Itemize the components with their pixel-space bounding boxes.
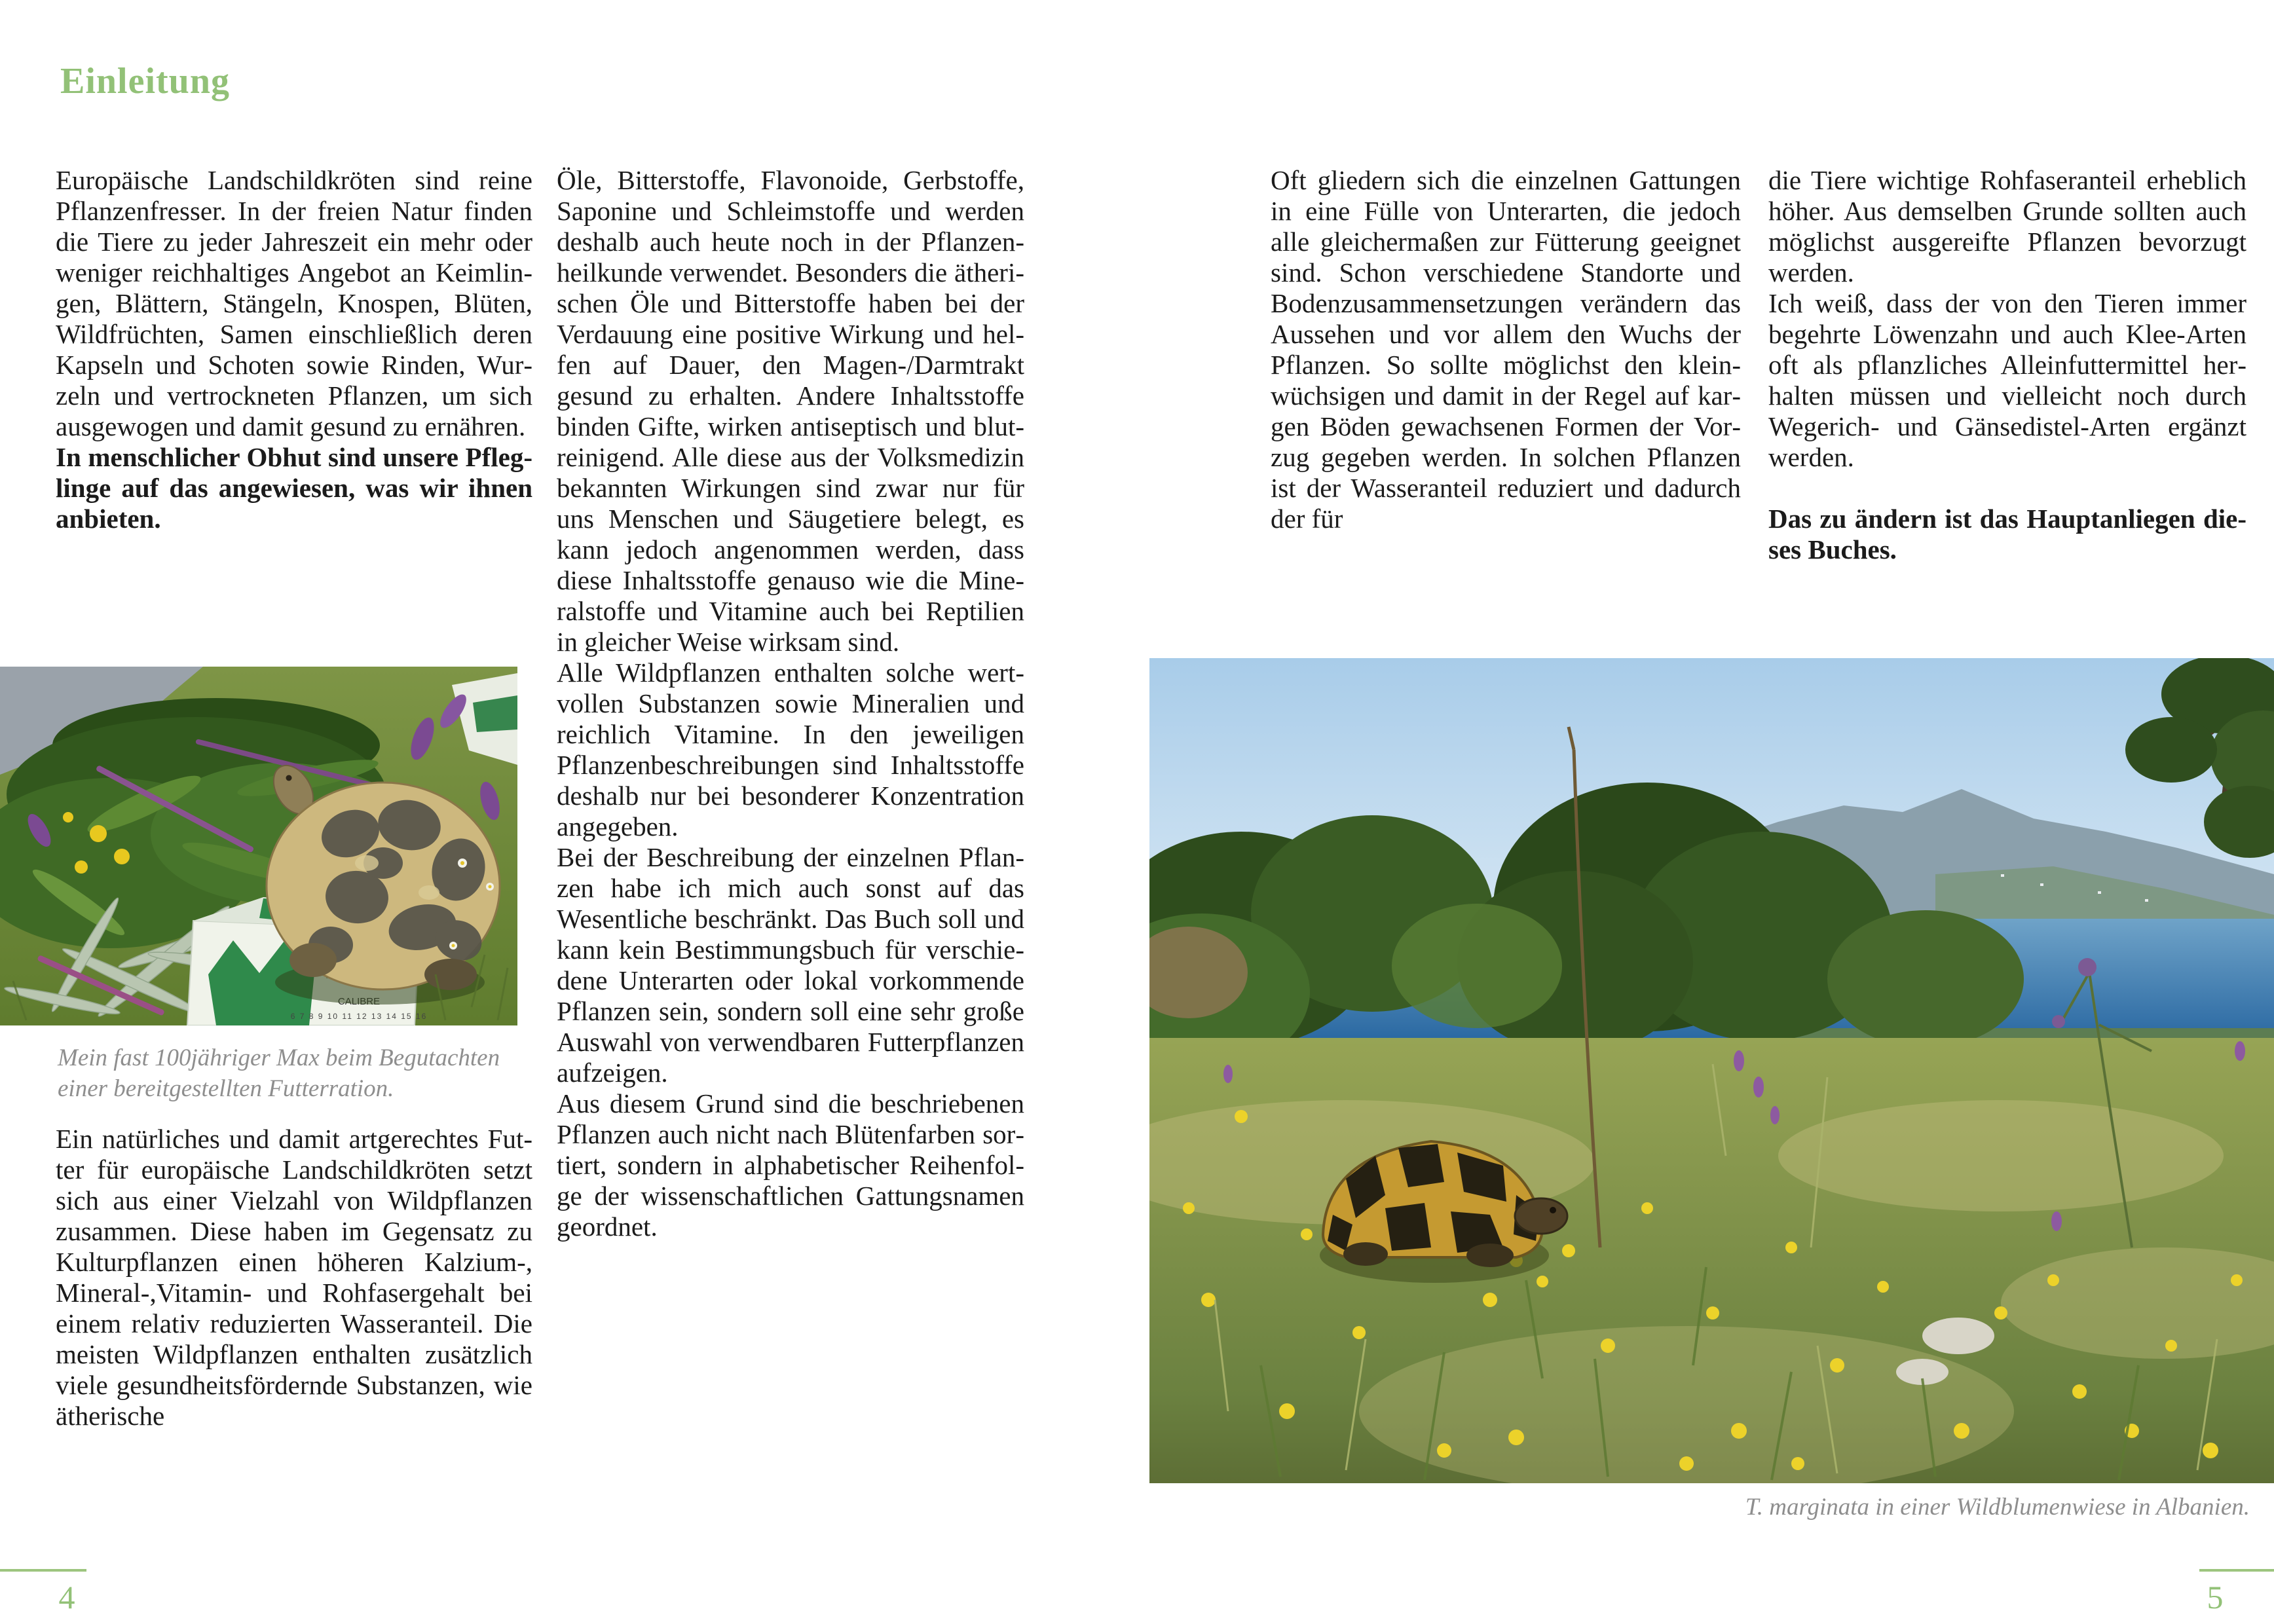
paragraph: Ich weiß, dass der von den Tieren immer begehrte Löwenzahn und auch Klee-Arten oft als pflanzliches Alleinfuttermittel herhalten müssen und vielleicht noch durch Wegerich- und Gänsedistel-Arten ergänzt werden. — [1768, 288, 2246, 472]
photo-caption-left: Mein fast 100jähriger Max beim Begutachten einer bereitgestellten Futterration. — [58, 1044, 500, 1102]
left-page-column-2 — [557, 165, 1024, 1242]
paragraph: Alle Wildpflanzen enthalten solche wertvollen Substanzen sowie Mineralien und reichlich Vitamine. In den jeweiligen Pflanzenbeschreibungen sind Inhaltsstoffe deshalb nur bei besonderer Konzentration angegeben. — [557, 657, 1024, 841]
paragraph: Öle, Bitterstoffe, Flavonoide, Gerbstoffe, Saponine und Schleimstoffe und werden deshalb auch heute noch in der Pflanzenheilkunde verwendet. Besonders die ätherischen Öle und Bitterstoffe haben bei der Verdauung eine positive Wirkung und helfen auf Dauer, den Magen-/Darmtrakt gesund zu erhalten. Andere Inhaltsstoffe binden Gifte, wirken antiseptisch und blutreinigend. Alle diese aus der Volksmedizin bekannten Wirkungen sind zwar nur für uns Menschen und Säugetiere belegt, es kann jedoch angenommen werden, dass diese Inhaltsstoffe genauso wie die Mineralstoffe und Vitamine auch bei Reptilien in gleicher Weise wirksam sind. — [557, 165, 1024, 657]
paragraph-bold: Das zu ändern ist das Hauptanliegen dieses Buches. — [1768, 504, 2246, 564]
photo-tortoise-meadow — [1149, 658, 2274, 1483]
right-page-column-1 — [1271, 165, 1741, 534]
paragraph: Bei der Beschreibung der einzelnen Pflanzen habe ich mich auch sonst auf das Wesentliche beschränkt. Das Buch soll und kann kein Bestimmungsbuch für verschiedene Unterarten oder lokal vorkommende Pflanzen sein, sondern soll eine sehr große Auswahl von verwendbaren Futterpflanzen aufzeigen. — [557, 842, 1024, 1088]
photo-caption-right: T. marginata in einer Wildblumenwiese in Albanien. — [1745, 1494, 2250, 1521]
paragraph: Europäische Landschildkröten sind reine Pflanzenfresser. In der freien Natur finden die Tiere zu jeder Jahreszeit ein mehr oder weniger reichhaltiges Angebot an Keimlingen, Blättern, Stängeln, Knospen, Blüten, Wildfrüchten, Samen einschließlich deren Kapseln und Schoten sowie Rinden, Wurzeln und vertrockneten Pflanzen, um sich ausgewogen und damit gesund zu ernähren. — [56, 165, 532, 441]
right-page-column-2 — [1768, 165, 2246, 565]
page-number-right: 5 — [2207, 1579, 2224, 1615]
paragraph: die Tiere wichtige Rohfaseranteil erheblich höher. Aus demselben Grunde sollten auch möglichst ausgereifte Pflanzen bevorzugt werden. — [1768, 165, 2246, 287]
page-title: Einleitung — [60, 61, 230, 101]
box-scale-numbers: 6 7 8 9 10 11 12 13 14 15 16 — [290, 1012, 428, 1021]
left-page-column-1-bottom — [56, 1124, 532, 1431]
footer-rule-right — [2199, 1569, 2274, 1572]
page-number-left: 4 — [58, 1579, 75, 1615]
paragraph: Aus diesem Grund sind die beschriebenen Pflanzen auch nicht nach Blütenfarben sortiert, sondern in alphabetischer Reihenfolge der wissenschaftlichen Gattungsnamen geordnet. — [557, 1088, 1024, 1242]
footer-rule-left — [0, 1569, 86, 1572]
photo-tortoise-with-food — [0, 667, 517, 1025]
left-page-column-1-top — [56, 165, 532, 534]
paragraph-bold: In menschlicher Obhut sind unsere Pfleglinge auf das angewiesen, was wir ihnen anbieten. — [56, 442, 532, 534]
paragraph: Oft gliedern sich die einzelnen Gattungen in eine Fülle von Unterarten, die jedoch alle gleichermaßen zur Fütterung geeignet sind. Schon verschiedene Standorte und Bodenzusammensetzungen verändern das Aussehen und vor allem den Wuchs der Pflanzen. So sollte möglichst den kleinwüchsigen und damit in der Regel auf kargen Böden gewachsenen Formen der Vorzug gegeben werden. In solchen Pflanzen ist der Wasseranteil reduziert und dadurch der für — [1271, 165, 1741, 534]
paragraph: Ein natürliches und damit artgerechtes Futter für europäische Landschildkröten setzt sich aus einer Vielzahl von Wildpflanzen zusammen. Diese haben im Gegensatz zu Kulturpflanzen einen höheren Kalzium-, Mineral-,Vitamin- und Rohfasergehalt bei einem relativ reduzierten Wasseranteil. Die meisten Wildpflanzen enthalten zusätzlich viele gesundheitsfördernde Substanzen, wie ätherische — [56, 1124, 532, 1431]
